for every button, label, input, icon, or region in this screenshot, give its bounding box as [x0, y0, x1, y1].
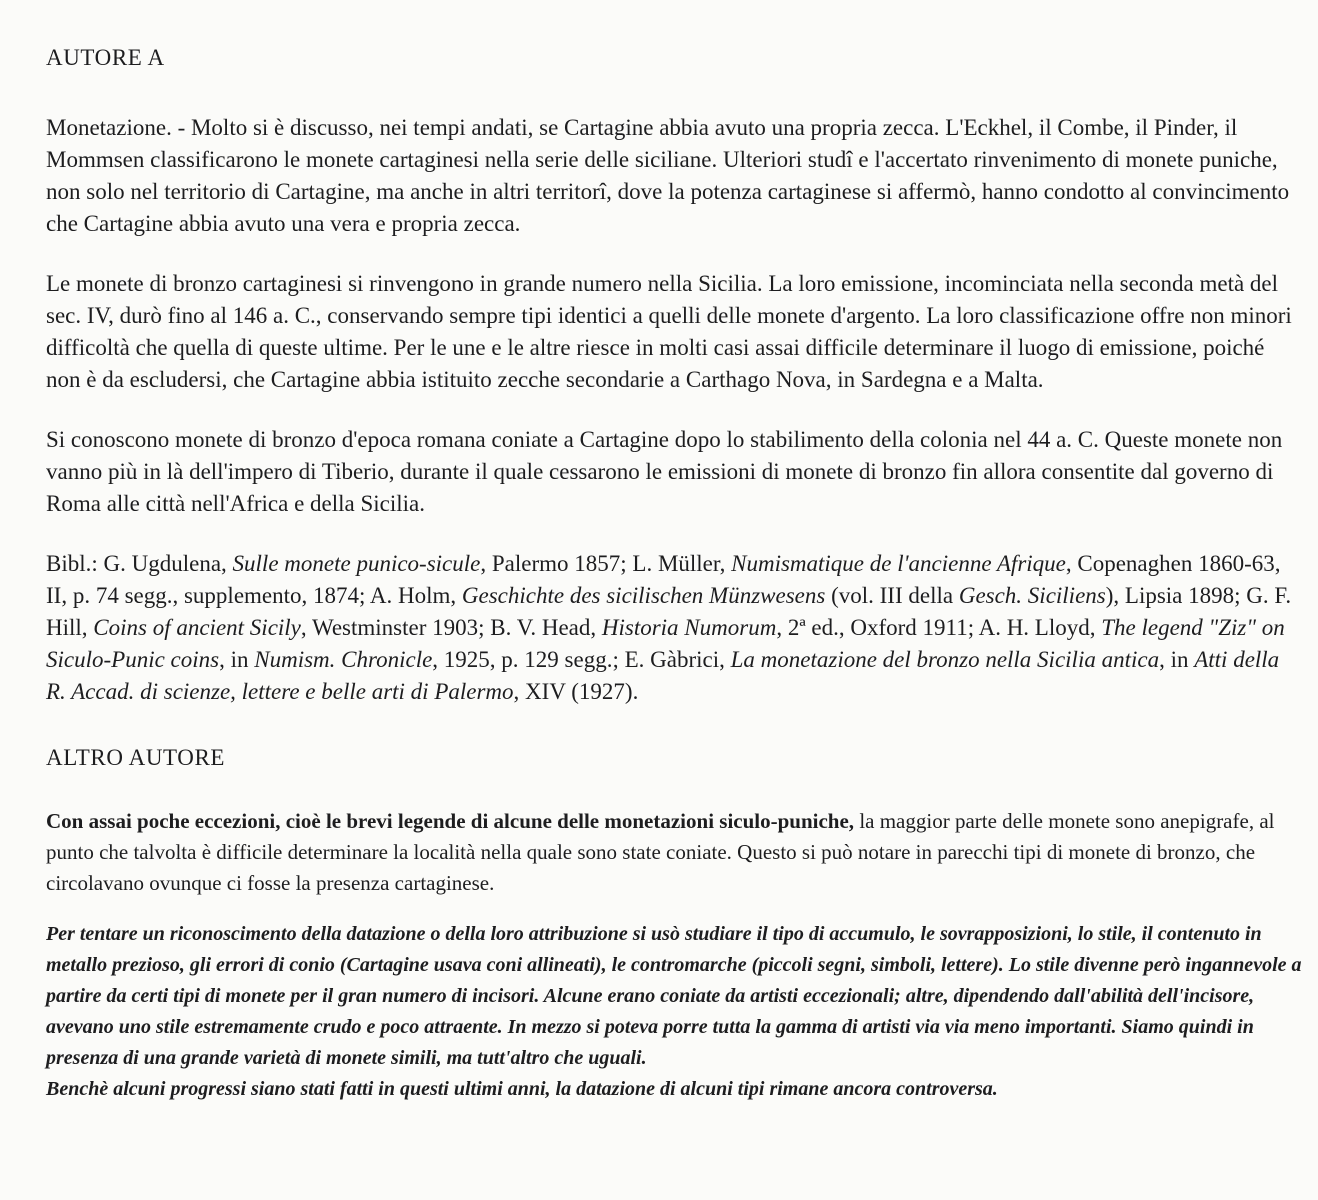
text-segment-regular: , 1925, p. 129 segg.; E. Gàbrici,	[432, 647, 731, 672]
text-segment-regular: , 2ª ed., Oxford 1911; A. H. Lloyd,	[776, 615, 1102, 640]
paragraph-eccezioni	[46, 806, 1304, 899]
paragraph-epoca-romana: Si conoscono monete di bronzo d'epoca romana coniate a Cartagine dopo lo stabilimento della colonia nel 44 a. C. Queste monete non vanno più in là dell'impero di Tiberio, durante il quale cessarono le emissioni di monete di bronzo fin allora consentite dal governo di Roma alle città nell'Africa e della Sicilia.	[46, 427, 1283, 516]
text-segment-italic: Sulle monete punico-sicule	[232, 551, 481, 576]
text-segment-italic: Historia Numorum	[601, 615, 777, 640]
text-segment-regular: , Palermo 1857; L. Müller,	[480, 551, 732, 576]
text-segment-italic: Numism. Chronicle	[254, 647, 433, 672]
text-segment-italic: Gesch. Siciliens	[958, 583, 1106, 608]
text-segment-italic: Coins of ancient Sicily	[93, 615, 301, 640]
text-segment-regular: la maggior parte delle monete sono anepigrafe, al punto che talvolta è difficile determinare la località nella quale sono state coniate. Questo si può notare in parecchi tipi di monete di bronzo, che circolavano ovunque ci fosse la presenza cartaginese.	[46, 809, 1275, 895]
text-segment-italic: La monetazione del bronzo nella Sicilia antica	[730, 647, 1160, 672]
section-heading-altro-autore: ALTRO AUTORE	[46, 745, 226, 770]
text-segment-italic: The legend "Ziz" on Siculo-Punic coins	[46, 615, 1285, 672]
text-segment-italic: Geschichte des sicilischen Münzwesens	[461, 583, 826, 608]
text-segment-italic: Atti della R. Accad. di scienze, lettere e belle arti di Palermo	[46, 647, 1280, 704]
text-segment-regular: , Westminster 1903; B. V. Head,	[300, 615, 602, 640]
text-segment-bold: Con assai poche eccezioni, cioè le brevi legende di alcune delle monetazioni siculo-puniche,	[46, 809, 860, 833]
text-segment-regular: ), Lipsia 1898; G. F. Hill,	[46, 583, 1292, 640]
text-segment-regular: Bibl.: G. Ugdulena,	[46, 551, 233, 576]
text-segment-regular: (vol. III della	[825, 583, 959, 608]
paragraph-monete-bronzo: Le monete di bronzo cartaginesi si rinvengono in grande numero nella Sicilia. La loro emissione, incominciata nella seconda metà del sec. IV, durò fino al 146 a. C., conservando sempre tipi identici a quelli delle monete d'argento. La loro classificazione offre non minori difficoltà che quella di queste ultime. Per le une e le altre riesce in molti casi assai difficile determinare il luogo di emissione, poiché non è da escludersi, che Cartagine abbia istituito zecche secondarie a Carthago Nova, in Sardegna e a Malta.	[46, 271, 1292, 392]
text-segment-italic: Numismatique de l'ancienne Afrique	[731, 551, 1066, 576]
text-segment-regular: , XIV (1927).	[513, 679, 639, 704]
paragraph-monetazione: Monetazione. - Molto si è discusso, nei tempi andati, se Cartagine abbia avuto una propria zecca. L'Eckhel, il Combe, il Pinder, il Mommsen classificarono le monete cartaginesi nella serie delle siciliane. Ulteriori studî e l'accertato rinvenimento di monete puniche, non solo nel territorio di Cartagine, ma anche in altri territorî, dove la potenza cartaginese si affermò, hanno condotto al convincimento che Cartagine abbia avuto una vera e propria zecca.	[46, 115, 1290, 236]
text-segment-regular: , in	[219, 647, 255, 672]
paragraph-datazione: Per tentare un riconoscimento della datazione o della loro attribuzione si usò studiare il tipo di accumulo, le sovrapposizioni, lo stile, il contenuto in metallo prezioso, gli errori di conio (Cartagine usava coni allineati), le contromarche (piccoli segni, simboli, lettere). Lo stile divenne però ingannevole a partire da certi tipi di monete per il gran numero di incisori. Alcune erano coniate da artisti eccezionali; altre, dipendendo dall'abilità dell'incisore, avevano uno stile estremamente crudo e poco attraente. In mezzo si poteva porre tutta la gamma di artisti via via meno importanti. Siamo quindi in presenza di una grande varietà di monete simili, ma tutt'altro che uguali.	[46, 923, 1302, 1069]
text-segment-regular: , in	[1159, 647, 1195, 672]
bibliography	[46, 548, 1304, 708]
text-segment-regular: , Copenaghen 1860-63, II, p. 74 segg., supplemento, 1874; A. Holm,	[46, 551, 1281, 608]
paragraph-progressi: Benchè alcuni progressi siano stati fatti in questi ultimi anni, la datazione di alcuni tipi rimane ancora controversa.	[46, 1078, 998, 1100]
section-heading-autore-a: AUTORE A	[46, 45, 165, 70]
